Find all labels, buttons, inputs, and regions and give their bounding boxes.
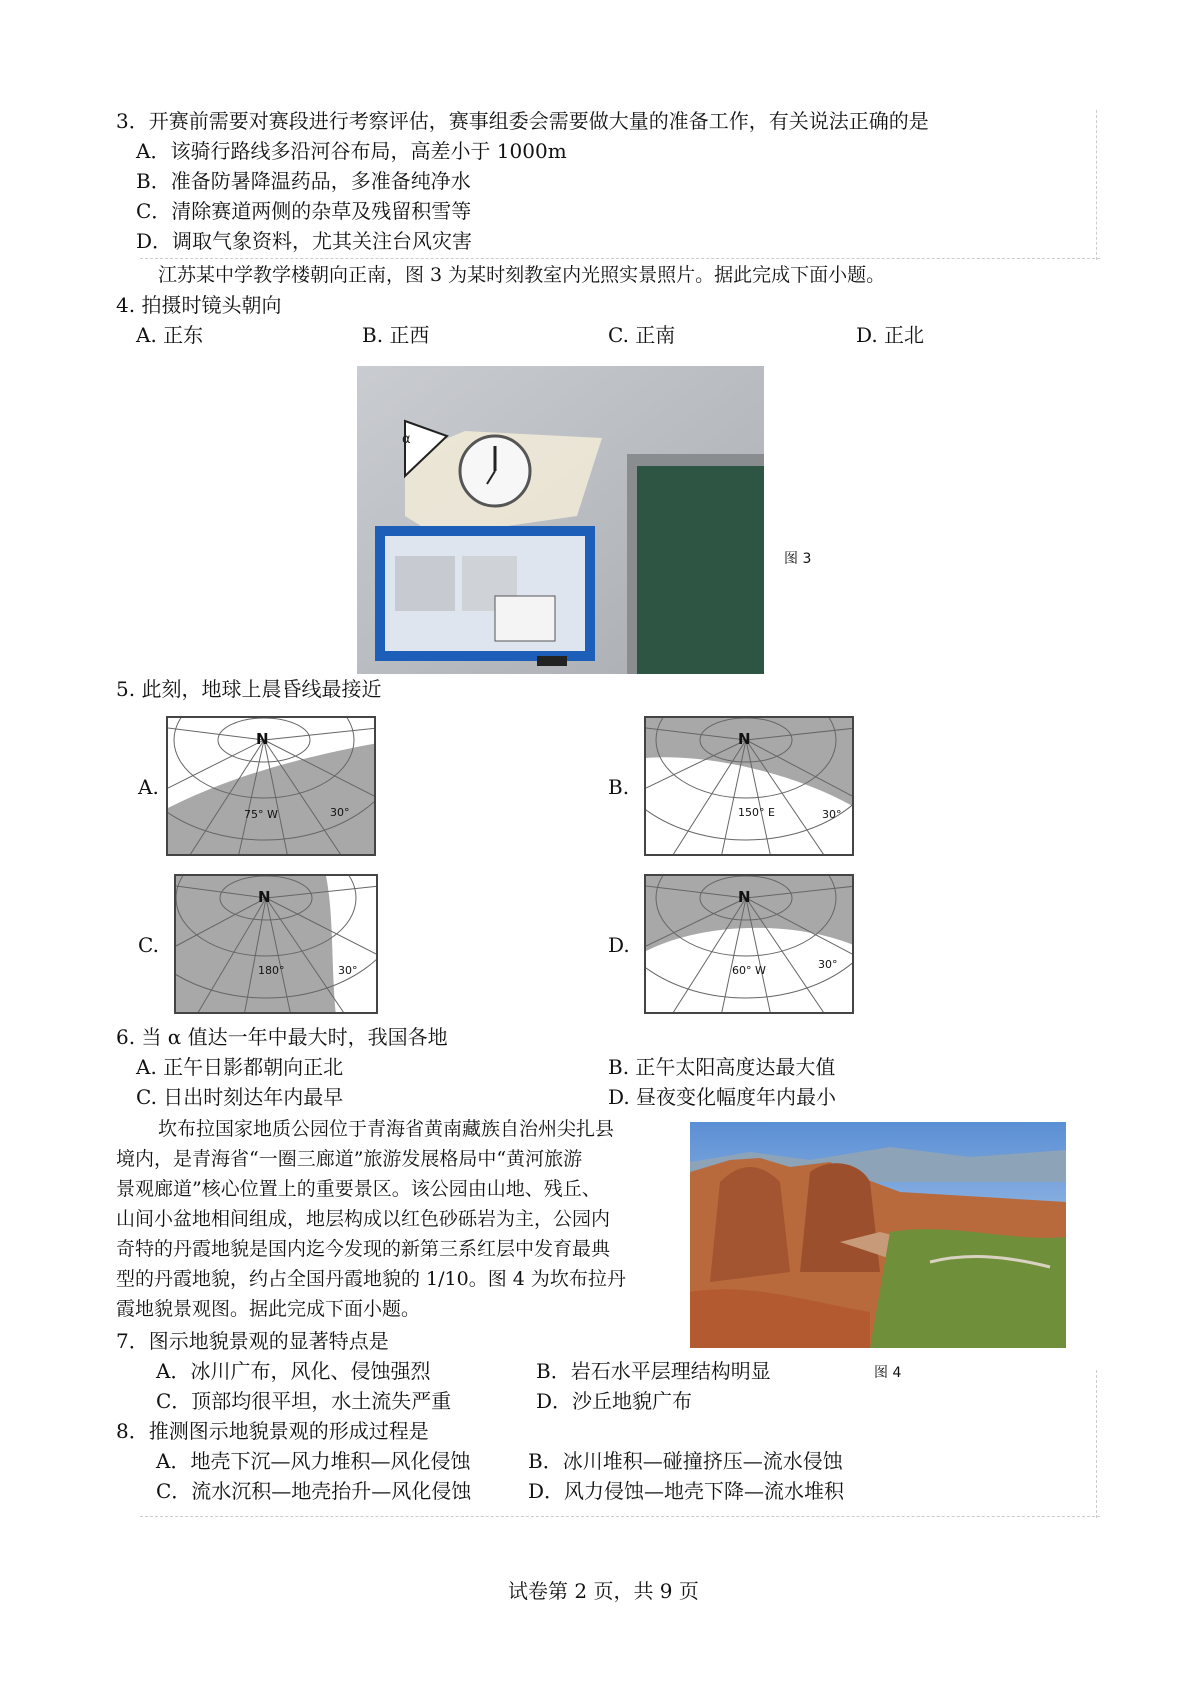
q6-option-d: D. 昼夜变化幅度年内最小 <box>608 1085 837 1109</box>
q3-option-c: C．清除赛道两侧的杂草及残留积雪等 <box>136 199 472 223</box>
q6-option-a: A. 正午日影都朝向正北 <box>136 1055 344 1079</box>
figure-3-caption: 图 3 <box>784 551 812 567</box>
page-footer: 试卷第 2 页，共 9 页 <box>508 1579 699 1603</box>
q4-option-c: C. 正南 <box>608 323 676 347</box>
q6-option-c: C. 日出时刻达年内最早 <box>136 1085 344 1109</box>
q3-option-d: D．调取气象资料，尤其关注台风灾害 <box>136 229 473 253</box>
margin-divider <box>1096 110 1097 260</box>
q4-option-b: B. 正西 <box>362 323 430 347</box>
q5-map-d-latitude: 30° <box>818 958 838 971</box>
passage-2-line: 奇特的丹霞地貌是国内迄今发现的新第三系红层中发育最典 <box>116 1238 611 1260</box>
q5-map-b-latitude: 30° <box>822 808 842 821</box>
q5-map-a-longitude: 75° W <box>244 808 278 821</box>
q5-map-c-latitude: 30° <box>338 964 358 977</box>
section-divider <box>140 1516 1100 1517</box>
q3-option-b: B．准备防暑降温药品，多准备纯净水 <box>136 169 471 193</box>
figure-3-classroom-photo <box>357 366 764 674</box>
north-label: N <box>258 888 271 906</box>
q5-map-c-longitude: 180° <box>258 964 285 977</box>
q7-stem: 7．图示地貌景观的显著特点是 <box>116 1329 389 1353</box>
q8-option-d: D．风力侵蚀—地壳下降—流水堆积 <box>528 1479 845 1503</box>
q5-map-b-letter: B. <box>608 775 630 799</box>
q7-option-d: D．沙丘地貌广布 <box>536 1389 693 1413</box>
q8-stem: 8．推测图示地貌景观的形成过程是 <box>116 1419 429 1443</box>
passage-2-line: 景观廊道”核心位置上的重要景区。该公园由山地、残丘、 <box>116 1178 601 1200</box>
margin-divider <box>1096 1370 1097 1518</box>
q5-map-a <box>166 716 376 856</box>
q5-map-a-latitude: 30° <box>330 806 350 819</box>
passage-2-line: 型的丹霞地貌，约占全国丹霞地貌的 1/10。图 4 为坎布拉丹 <box>116 1268 626 1290</box>
alpha-label: α <box>402 432 411 447</box>
passage-1: 江苏某中学教学楼朝向正南，图 3 为某时刻教室内光照实景照片。据此完成下面小题。 <box>158 264 886 286</box>
north-label: N <box>738 730 751 748</box>
passage-2-line: 山间小盆地相间组成，地层构成以红色砂砾岩为主，公园内 <box>116 1208 611 1230</box>
q4-stem: 4. 拍摄时镜头朝向 <box>116 293 282 317</box>
q7-option-b: B．岩石水平层理结构明显 <box>536 1359 771 1383</box>
figure-4-caption: 图 4 <box>874 1365 902 1381</box>
classroom-illustration <box>357 366 764 674</box>
q5-map-b-longitude: 150° E <box>738 806 775 819</box>
q4-option-a: A. 正东 <box>136 323 204 347</box>
q3-option-a: A．该骑行路线多沿河谷布局，高差小于 1000m <box>136 139 567 163</box>
q6-option-b: B. 正午太阳高度达最大值 <box>608 1055 836 1079</box>
q8-option-b: B．冰川堆积—碰撞挤压—流水侵蚀 <box>528 1449 843 1473</box>
q3-stem: 3．开赛前需要对赛段进行考察评估，赛事组委会需要做大量的准备工作，有关说法正确的是 <box>116 109 929 133</box>
q4-option-d: D. 正北 <box>856 323 925 347</box>
q5-map-d <box>644 874 854 1014</box>
q7-option-c: C．顶部均很平坦，水土流失严重 <box>156 1389 452 1413</box>
q7-option-a: A．冰川广布，风化、侵蚀强烈 <box>156 1359 431 1383</box>
north-label: N <box>256 730 269 748</box>
q5-map-d-longitude: 60° W <box>732 964 766 977</box>
q6-stem: 6. 当 α 值达一年中最大时，我国各地 <box>116 1025 448 1049</box>
passage-2-line: 坎布拉国家地质公园位于青海省黄南藏族自治州尖扎县 <box>158 1118 615 1140</box>
passage-2-line: 境内，是青海省“一圈三廊道”旅游发展格局中“黄河旅游 <box>116 1148 583 1170</box>
section-divider <box>140 258 1100 259</box>
passage-2-line: 霞地貌景观图。据此完成下面小题。 <box>116 1298 421 1320</box>
q5-stem: 5. 此刻，地球上晨昏线最接近 <box>116 677 382 701</box>
q8-option-a: A．地壳下沉—风力堆积—风化侵蚀 <box>156 1449 471 1473</box>
north-label: N <box>738 888 751 906</box>
q5-map-c <box>174 874 378 1014</box>
q5-map-a-letter: A. <box>138 775 159 799</box>
q5-map-b <box>644 716 854 856</box>
figure-4-danxia-landform-photo <box>690 1122 1066 1348</box>
q5-map-c-letter: C. <box>138 933 159 957</box>
danxia-illustration <box>690 1122 1066 1348</box>
q5-map-d-letter: D. <box>608 933 630 957</box>
q8-option-c: C．流水沉积—地壳抬升—风化侵蚀 <box>156 1479 472 1503</box>
